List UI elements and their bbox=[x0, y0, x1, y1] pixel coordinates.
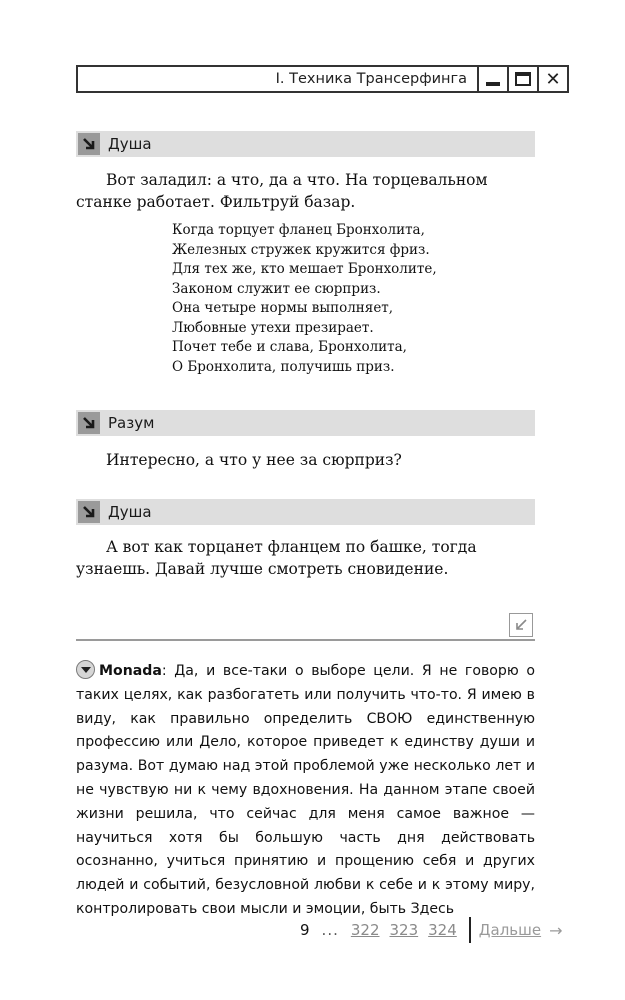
poem bbox=[172, 221, 437, 377]
dialogue-paragraph: Интересно, а что у нее за сюрприз? bbox=[106, 451, 402, 469]
avatar[interactable] bbox=[76, 660, 95, 679]
speaker-header bbox=[76, 131, 535, 157]
arrow-down-right-icon bbox=[78, 133, 100, 155]
poem-line: Для тех же, кто мешает Бронхолите, bbox=[172, 261, 437, 277]
window-titlebar bbox=[76, 65, 569, 93]
poem-line: О Бронхолита, получишь приз. bbox=[172, 358, 395, 375]
speaker-name: Душа bbox=[108, 135, 152, 153]
poem-line: Почет тебе и слава, Бронхолита, bbox=[172, 339, 407, 355]
comment-author[interactable]: Monada bbox=[99, 663, 162, 679]
next-link[interactable]: Дальше bbox=[478, 921, 542, 939]
arrow-right-icon[interactable]: → bbox=[549, 920, 563, 940]
page-ellipsis: ... bbox=[321, 921, 339, 939]
dialogue-paragraph: Вот заладил: а что, да а что. На торцевальном станке работает. Фильтруй базар. bbox=[76, 171, 488, 211]
arrow-down-right-icon bbox=[78, 412, 100, 434]
maximize-button[interactable] bbox=[507, 67, 537, 91]
speaker-name: Разум bbox=[108, 414, 155, 432]
page-link[interactable]: 324 bbox=[428, 921, 457, 939]
window-title: I. Техника Трансерфинга bbox=[275, 71, 467, 87]
poem-line: Законом служит ее сюрприз. bbox=[172, 280, 381, 297]
arrow-down-right-icon bbox=[78, 501, 100, 523]
divider bbox=[76, 639, 535, 641]
comment bbox=[76, 660, 535, 922]
arrow-down-left-icon bbox=[513, 617, 529, 633]
current-page: 9 bbox=[300, 921, 310, 939]
window-controls bbox=[477, 67, 567, 91]
close-button[interactable] bbox=[537, 67, 567, 91]
comment-text: : Да, и все-таки о выборе цели. Я не говорю о таких целях, как разбогатеть или получить что-то. Я имею в виду, как правильно определить СВОЮ единственную профессию или Дело, которое приведет к единству души и разума. Вот думаю над этой проблемой уже несколько лет и не чувствую ни к чему вдохновения. На данном этапе своей жизни решила, что сейчас для меня самое важное — научиться хотя бы большую часть дня действовать осознанно, учиться принятию и прощению себя и других людей и событий, безусловной любви к себе и к этому миру, контролировать свои мысли и эмоции, быть Здесь bbox=[76, 663, 535, 917]
minimize-button[interactable] bbox=[477, 67, 507, 91]
page-link[interactable]: 323 bbox=[389, 921, 419, 939]
dialogue-paragraph: А вот как торцанет фланцем по башке, тогда узнаешь. Давай лучше смотреть сновидение. bbox=[76, 538, 477, 578]
speaker-header bbox=[76, 410, 535, 436]
poem-line: Железных стружек кружится фриз. bbox=[172, 241, 430, 258]
poem-line: Когда торцует фланец Бронхолита, bbox=[172, 222, 425, 238]
speaker-name: Душа bbox=[108, 503, 152, 521]
pager-separator bbox=[469, 917, 471, 943]
poem-line: Она четыре нормы выполняет, bbox=[172, 300, 394, 316]
return-button[interactable] bbox=[509, 613, 533, 637]
page-link[interactable]: 322 bbox=[350, 921, 380, 939]
poem-line: Любовные утехи презирает. bbox=[172, 319, 374, 336]
pagination bbox=[300, 916, 562, 944]
speaker-header bbox=[76, 499, 535, 525]
close-icon: ✕ bbox=[545, 68, 561, 90]
